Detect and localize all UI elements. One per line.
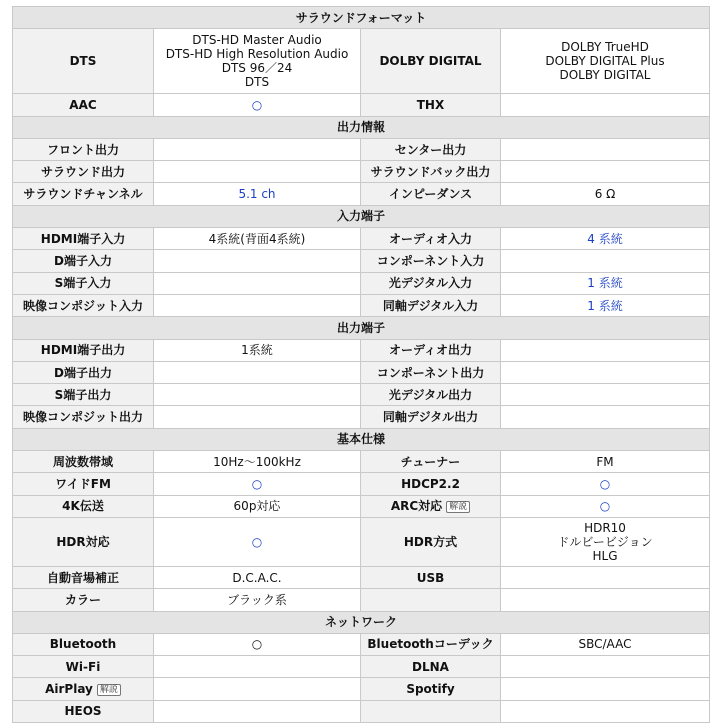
value-auto-calibration: D.C.A.C. <box>154 566 361 588</box>
value-bluetooth: ○ <box>154 633 361 655</box>
value-center-output <box>501 138 710 160</box>
value-coax-output <box>501 406 710 428</box>
section-header-output-info: 出力情報 <box>13 116 710 138</box>
label-hdr-format: HDR方式 <box>361 517 501 566</box>
label-frequency-range: 周波数帯域 <box>13 451 154 473</box>
arc-label-text: ARC対応 <box>390 499 443 514</box>
label-front-output: フロント出力 <box>13 138 154 160</box>
value-heos <box>154 700 361 722</box>
label-surround-back-output: サラウンドバック出力 <box>361 161 501 183</box>
value-spotify <box>501 678 710 700</box>
table-row <box>13 406 710 428</box>
label-audio-output: オーディオ出力 <box>361 339 501 361</box>
label-arc <box>361 495 501 517</box>
spec-table <box>12 6 710 723</box>
value-s-input <box>154 272 361 294</box>
label-thx: THX <box>361 94 501 116</box>
label-heos: HEOS <box>13 700 154 722</box>
value-wide-fm: ○ <box>154 473 361 495</box>
label-audio-input: オーディオ入力 <box>361 228 501 250</box>
label-hdmi-input: HDMI端子入力 <box>13 228 154 250</box>
value-empty <box>501 589 710 611</box>
value-front-output <box>154 138 361 160</box>
table-row <box>13 451 710 473</box>
label-d-output: D端子出力 <box>13 361 154 383</box>
table-row <box>13 94 710 116</box>
table-row <box>13 517 710 566</box>
label-wifi: Wi-Fi <box>13 656 154 678</box>
table-row <box>13 339 710 361</box>
label-hdmi-output: HDMI端子出力 <box>13 339 154 361</box>
label-empty <box>361 700 501 722</box>
value-surround-back-output <box>501 161 710 183</box>
label-bluetooth: Bluetooth <box>13 633 154 655</box>
table-row <box>13 589 710 611</box>
table-row <box>13 473 710 495</box>
label-surround-channel: サラウンドチャンネル <box>13 183 154 205</box>
label-dts: DTS <box>13 29 154 94</box>
value-aac: ○ <box>154 94 361 116</box>
label-empty <box>361 589 501 611</box>
value-d-output <box>154 361 361 383</box>
value-wifi <box>154 656 361 678</box>
table-row <box>13 384 710 406</box>
value-tuner: FM <box>501 451 710 473</box>
table-row <box>13 656 710 678</box>
value-optical-output <box>501 384 710 406</box>
value-hdmi-output: 1系統 <box>154 339 361 361</box>
section-header-input: 入力端子 <box>13 205 710 227</box>
value-arc: ○ <box>501 495 710 517</box>
airplay-label-text: AirPlay <box>45 682 93 697</box>
label-s-output: S端子出力 <box>13 384 154 406</box>
label-tuner: チューナー <box>361 451 501 473</box>
label-4k-transmission: 4K伝送 <box>13 495 154 517</box>
value-dolby-digital: DOLBY TrueHD DOLBY DIGITAL Plus DOLBY DIGITAL <box>501 29 710 94</box>
value-hdcp: ○ <box>501 473 710 495</box>
value-hdr-support: ○ <box>154 517 361 566</box>
section-header-surround: サラウンドフォーマット <box>13 7 710 29</box>
value-d-input <box>154 250 361 272</box>
label-surround-output: サラウンド出力 <box>13 161 154 183</box>
value-audio-input: 4 系統 <box>501 228 710 250</box>
value-composite-input <box>154 294 361 316</box>
label-component-input: コンポーネント入力 <box>361 250 501 272</box>
table-row <box>13 250 710 272</box>
value-hdmi-input: 4系統(背面4系統) <box>154 228 361 250</box>
label-wide-fm: ワイドFM <box>13 473 154 495</box>
label-composite-input: 映像コンポジット入力 <box>13 294 154 316</box>
label-impedance: インピーダンス <box>361 183 501 205</box>
label-coax-input: 同軸デジタル入力 <box>361 294 501 316</box>
value-impedance: 6 Ω <box>501 183 710 205</box>
value-color: ブラック系 <box>154 589 361 611</box>
explanation-button-arc[interactable]: 解説 <box>446 501 470 513</box>
label-dlna: DLNA <box>361 656 501 678</box>
value-thx <box>501 94 710 116</box>
section-header-basic: 基本仕様 <box>13 428 710 450</box>
value-airplay <box>154 678 361 700</box>
table-row <box>13 29 710 94</box>
value-composite-output <box>154 406 361 428</box>
value-surround-channel: 5.1 ch <box>154 183 361 205</box>
value-optical-input: 1 系統 <box>501 272 710 294</box>
table-row <box>13 566 710 588</box>
label-airplay <box>13 678 154 700</box>
value-empty <box>501 700 710 722</box>
value-dlna <box>501 656 710 678</box>
label-usb: USB <box>361 566 501 588</box>
value-coax-input: 1 系統 <box>501 294 710 316</box>
section-header-output: 出力端子 <box>13 317 710 339</box>
table-row <box>13 183 710 205</box>
label-aac: AAC <box>13 94 154 116</box>
table-row <box>13 700 710 722</box>
label-composite-output: 映像コンポジット出力 <box>13 406 154 428</box>
label-hdcp: HDCP2.2 <box>361 473 501 495</box>
value-hdr-format: HDR10 ドルビービジョン HLG <box>501 517 710 566</box>
value-s-output <box>154 384 361 406</box>
table-row <box>13 361 710 383</box>
table-row <box>13 633 710 655</box>
value-audio-output <box>501 339 710 361</box>
value-component-input <box>501 250 710 272</box>
label-optical-input: 光デジタル入力 <box>361 272 501 294</box>
value-component-output <box>501 361 710 383</box>
explanation-button-airplay[interactable]: 解説 <box>97 684 121 696</box>
value-usb <box>501 566 710 588</box>
table-row <box>13 678 710 700</box>
table-row <box>13 138 710 160</box>
label-center-output: センター出力 <box>361 138 501 160</box>
table-row <box>13 161 710 183</box>
table-row <box>13 272 710 294</box>
value-dts: DTS-HD Master Audio DTS-HD High Resolution Audio DTS 96／24 DTS <box>154 29 361 94</box>
label-d-input: D端子入力 <box>13 250 154 272</box>
value-4k-transmission: 60p対応 <box>154 495 361 517</box>
label-s-input: S端子入力 <box>13 272 154 294</box>
table-row <box>13 495 710 517</box>
label-optical-output: 光デジタル出力 <box>361 384 501 406</box>
table-row <box>13 228 710 250</box>
value-frequency-range: 10Hz〜100kHz <box>154 451 361 473</box>
label-bluetooth-codec: Bluetoothコーデック <box>361 633 501 655</box>
label-hdr-support: HDR対応 <box>13 517 154 566</box>
value-surround-output <box>154 161 361 183</box>
value-bluetooth-codec: SBC/AAC <box>501 633 710 655</box>
label-color: カラー <box>13 589 154 611</box>
label-spotify: Spotify <box>361 678 501 700</box>
label-auto-calibration: 自動音場補正 <box>13 566 154 588</box>
label-coax-output: 同軸デジタル出力 <box>361 406 501 428</box>
section-header-network: ネットワーク <box>13 611 710 633</box>
label-dolby-digital: DOLBY DIGITAL <box>361 29 501 94</box>
table-row <box>13 294 710 316</box>
label-component-output: コンポーネント出力 <box>361 361 501 383</box>
